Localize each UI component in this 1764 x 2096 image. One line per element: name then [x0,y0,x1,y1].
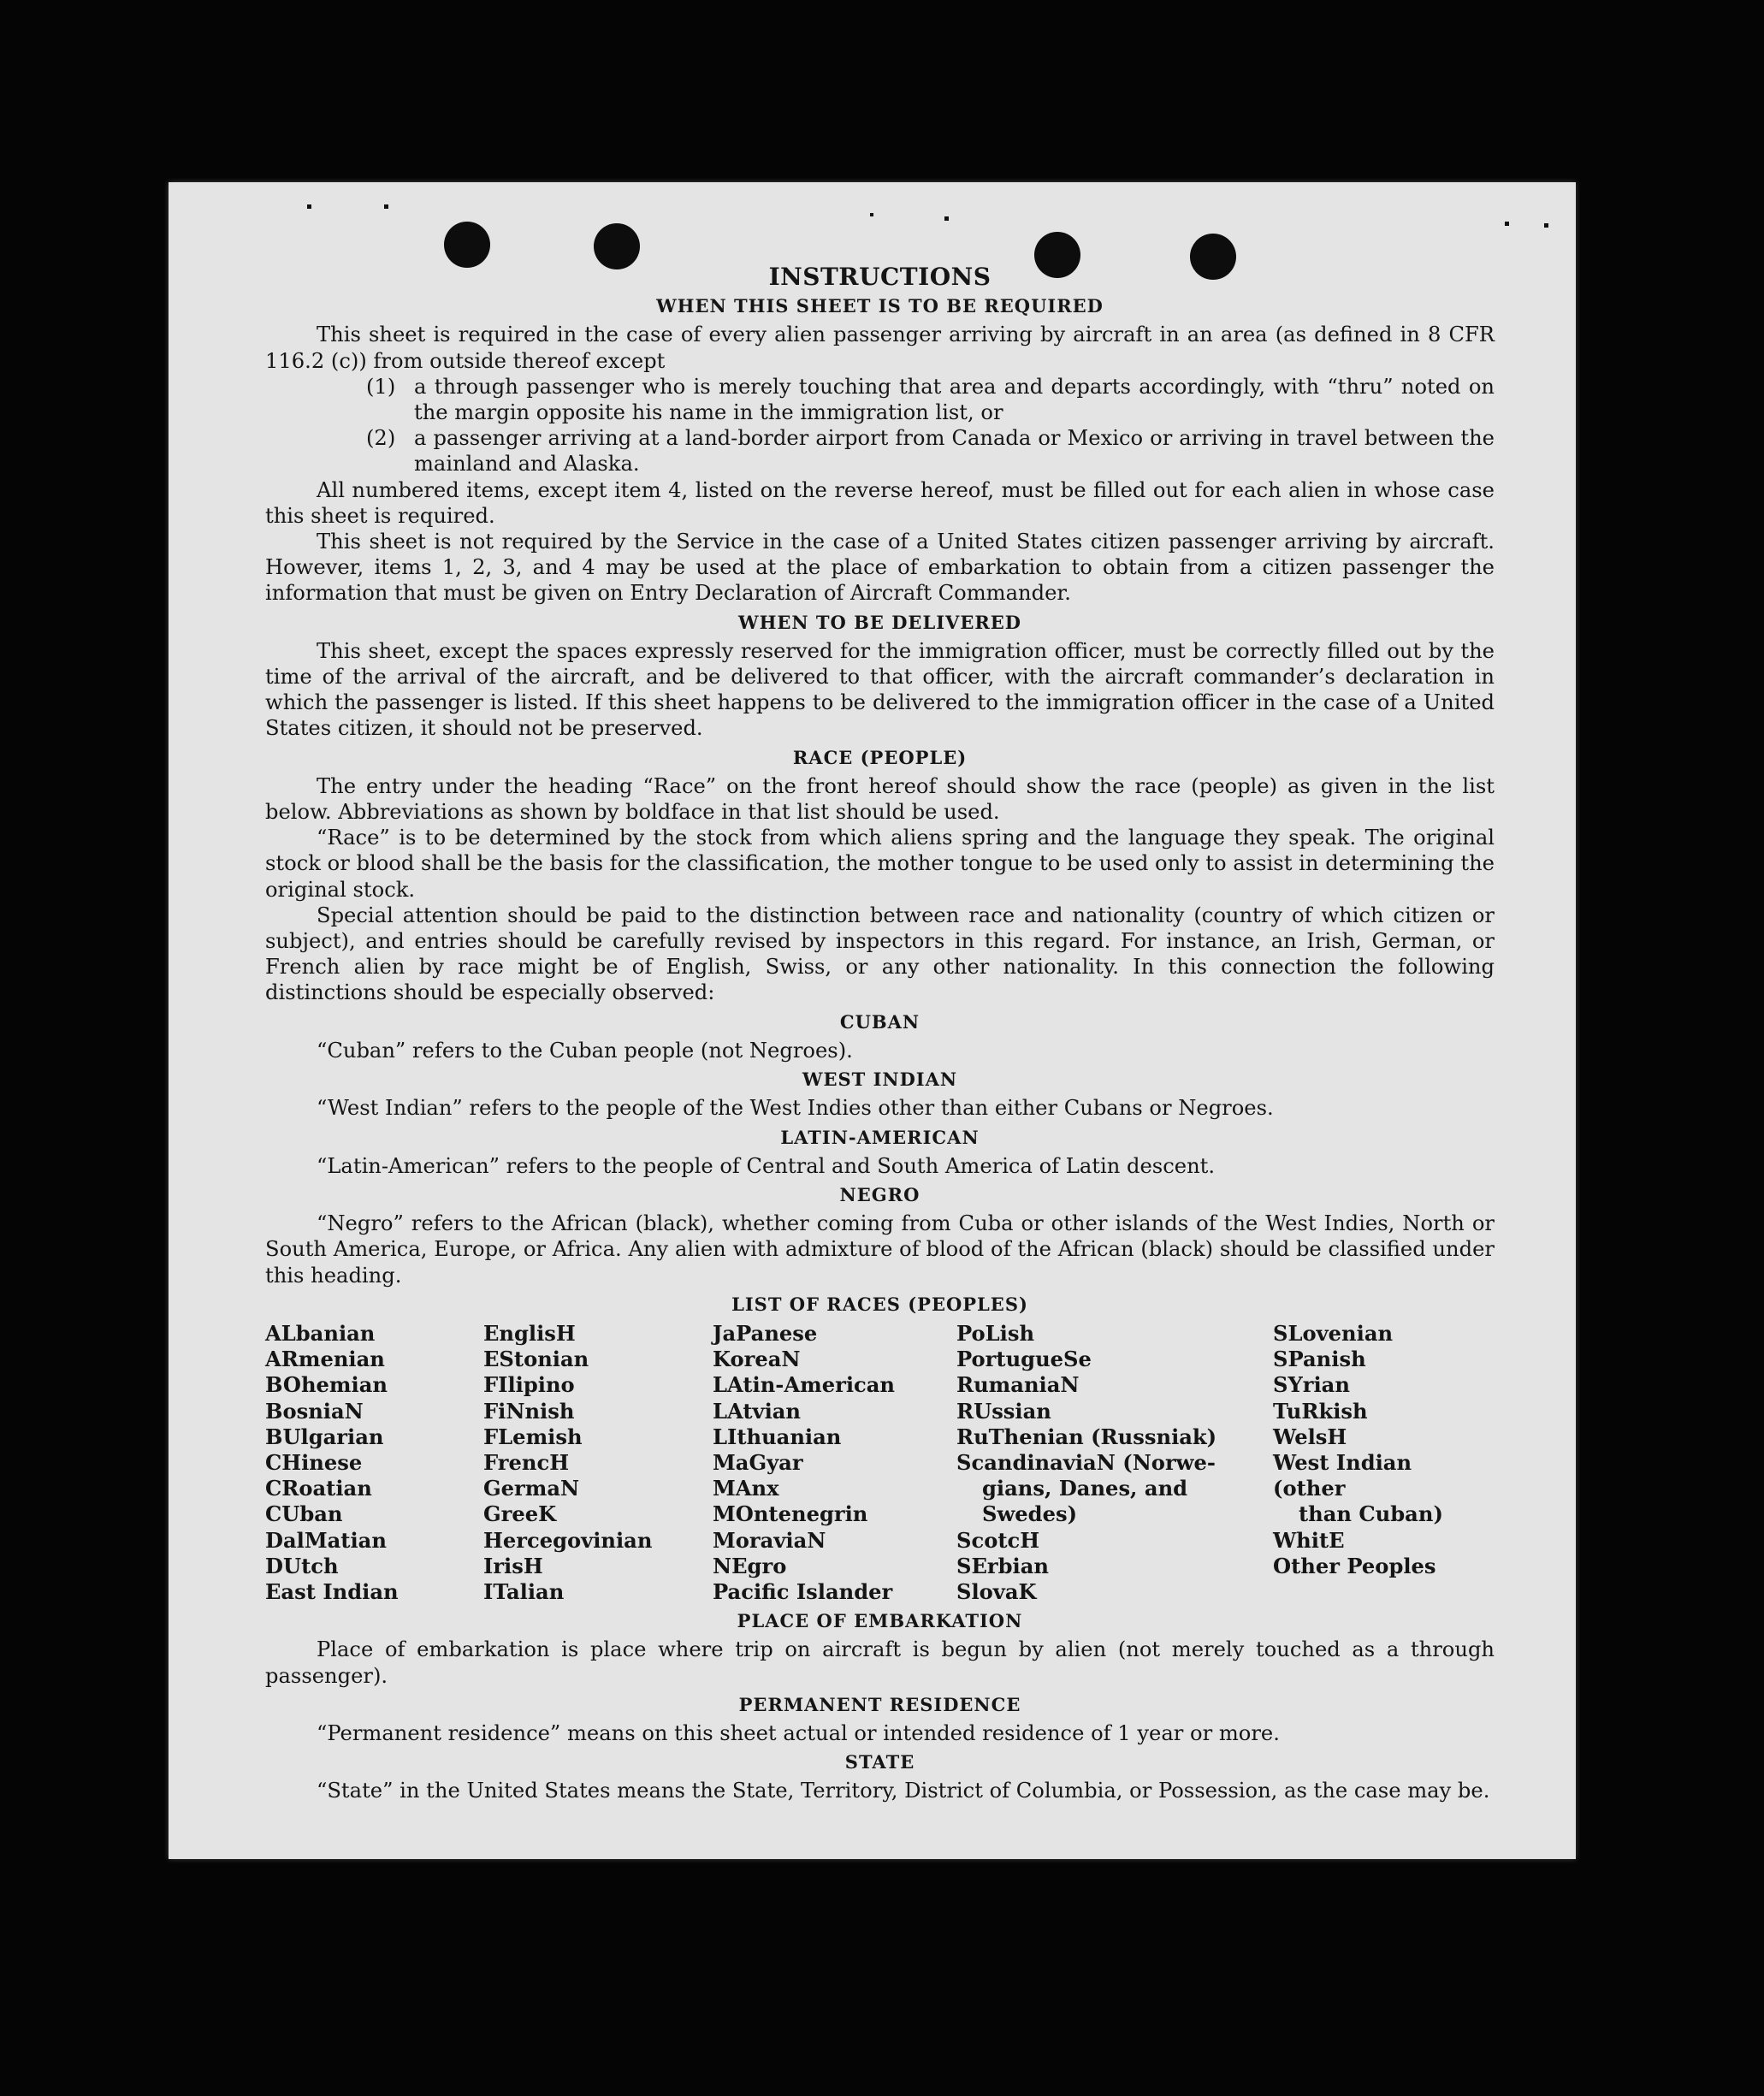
race-entry: ITalian [483,1578,565,1604]
paper-speck [307,204,311,209]
races-column [1273,1321,1487,1605]
race-entry: MoraviaN [713,1527,826,1553]
races-column [265,1321,483,1605]
paragraph: Place of embarkation is place where trip on aircraft is begun by alien (not merely touched as a through passenger). [265,1637,1495,1688]
paragraph: The entry under the heading “Race” on the front hereof should show the race (people) as given in the list below. Abbreviations as shown by boldface in that list should be used. [265,773,1495,825]
race-entry: CUban [265,1501,343,1527]
section-heading-residence: PERMANENT RESIDENCE [738,1693,1021,1715]
race-entry: BosniaN [265,1398,364,1424]
race-entry: FiNnish [483,1398,575,1424]
race-entry: LIthuanian [713,1424,842,1449]
race-entry: West Indian (other [1273,1449,1412,1501]
race-entry: IrisH [483,1553,543,1578]
list-item [366,374,1495,425]
races-list [265,1321,1495,1605]
race-entry: MaGyar [713,1449,803,1475]
race-entry: SPanish [1273,1347,1366,1372]
race-entry: BOhemian [265,1372,388,1398]
instructions-text [265,264,1495,1804]
section-heading-cuban: CUBAN [839,1010,920,1033]
race-entry: FLemish [483,1424,583,1449]
race-entry: TuRkish [1273,1398,1368,1424]
paper-speck [384,204,388,209]
race-entry: RuThenian (Russniak) [956,1424,1217,1449]
race-entry: GreeK [483,1501,557,1527]
race-entry: RUssian [956,1398,1051,1424]
race-entry: SYrian [1273,1372,1350,1398]
race-entry: SlovaK [956,1578,1037,1604]
paragraph: “Permanent residence” means on this sheet actual or intended residence of 1 year or more. [317,1720,1280,1745]
paragraph: All numbered items, except item 4, listed on the reverse hereof, must be filled out for each alien in whose case this sheet is required. [265,477,1495,528]
race-entry: FrencH [483,1449,570,1475]
race-entry: ALbanian [265,1320,376,1346]
paragraph: This sheet is required in the case of every alien passenger arriving by aircraft in an area (as defined in 8 CFR 116.2 (c)) from outside thereof except [265,323,1495,373]
section-heading-state: STATE [844,1751,915,1773]
race-entry: MOntenegrin [713,1501,868,1527]
race-entry: MAnx [713,1476,779,1501]
race-entry: than Cuban) [1299,1501,1443,1527]
section-heading-delivered: WHEN TO BE DELIVERED [737,611,1021,633]
paragraph: “State” in the United States means the State, Territory, District of Columbia, or Possession, as the case may be. [317,1779,1490,1803]
section-heading-negro: NEGRO [839,1183,920,1205]
paragraph: “Cuban” refers to the Cuban people (not Negroes). [317,1038,853,1063]
race-entry: JaPanese [713,1320,818,1346]
paper-speck [1544,223,1548,228]
race-entry: BUlgarian [265,1424,384,1449]
race-entry: ARmenian [265,1347,385,1372]
race-entry: Other Peoples [1273,1553,1436,1578]
race-entry: WhitE [1273,1527,1345,1553]
paragraph: “West Indian” refers to the people of the West Indies other than either Cubans or Negroes. [317,1096,1274,1121]
paper-speck [944,216,949,221]
race-entry: East Indian [265,1578,399,1604]
race-entry: NEgro [713,1553,787,1578]
paragraph: This sheet is not required by the Service in the case of a United States citizen passenger arriving by aircraft. However, items 1, 2, 3, and 4 may be used at the place of embarkation to obtain from a citizen passenger the information that must be given on Entry Declaration of Aircraft Commander. [265,530,1495,606]
race-entry: EStonian [483,1347,589,1372]
paragraph: “Race” is to be determined by the stock from which aliens spring and the language they speak. The original stock or blood shall be the basis for the classification, the mother tongue to be used only to assist in determining the original stock. [265,826,1495,902]
race-entry: GermaN [483,1476,580,1501]
section-heading-west-indian: WEST INDIAN [802,1069,958,1091]
race-entry: Swedes) [982,1501,1078,1527]
paragraph: “Negro” refers to the African (black), whether coming from Cuba or other islands of the West Indies, North or South America, Europe, or Africa. Any alien with admixture of blood of the African (black) should be classified under this heading. [265,1211,1495,1288]
race-entry: Hercegovinian [483,1527,653,1553]
section-heading-race: RACE (PEOPLE) [792,746,968,768]
paper-speck [1505,222,1509,226]
item-text: a passenger arriving at a land-border airport from Canada or Mexico or arriving in travel between the mainland and Alaska. [414,426,1495,477]
race-entry: SLovenian [1273,1320,1394,1346]
list-item [366,425,1495,477]
race-entry: WelsH [1273,1424,1347,1449]
paragraph: This sheet, except the spaces expressly reserved for the immigration officer, must be correctly filled out by the time of the arrival of the aircraft, and be delivered to that officer, with the aircraft commander’s declaration in which the passenger is listed. If this sheet happens to be delivered to the immigration officer in the case of a United States citizen, it should not be preserved. [265,638,1495,741]
section-heading-required: WHEN THIS SHEET IS TO BE REQUIRED [656,295,1104,317]
document-title: INSTRUCTIONS [768,263,992,291]
race-entry: LAtvian [713,1398,802,1424]
race-entry: ScandinaviaN (Norwe- [956,1449,1216,1475]
item-number: (2) [366,426,396,451]
race-entry: Pacific Islander [713,1578,893,1604]
races-column [483,1321,713,1605]
race-entry: PortugueSe [956,1347,1092,1372]
section-heading-races-list: LIST OF RACES (PEOPLES) [731,1293,1028,1315]
race-entry: SErbian [956,1553,1050,1578]
item-number: (1) [366,374,396,399]
punch-hole [594,223,640,269]
races-column [956,1321,1273,1605]
section-heading-embarkation: PLACE OF EMBARKATION [737,1610,1023,1632]
race-entry: ScotcH [956,1527,1040,1553]
item-text: a through passenger who is merely touching that area and departs accordingly, with “thru” noted on the margin opposite his name in the immigration list, or [414,374,1495,425]
punch-hole [444,222,490,268]
paper-speck [870,213,873,216]
race-entry: KoreaN [713,1347,801,1372]
race-entry: DUtch [265,1553,339,1578]
races-column [713,1321,956,1605]
race-entry: LAtin-American [713,1372,895,1398]
paragraph: Special attention should be paid to the distinction between race and nationality (country of which citizen or subject), and entries should be carefully revised by inspectors in this regard. For instance, an Irish, German, or French alien by race might be of English, Swiss, or any other nationality. In this connection the following distinctions should be especially observed: [265,903,1495,1005]
race-entry: PoLish [956,1320,1035,1346]
race-entry: FIlipino [483,1372,575,1398]
race-entry: gians, Danes, and [982,1476,1188,1501]
section-heading-latin-american: LATIN-AMERICAN [780,1126,980,1148]
race-entry: CHinese [265,1449,363,1475]
race-entry: CRoatian [265,1476,372,1501]
document-sheet [169,182,1576,1859]
race-entry: RumaniaN [956,1372,1080,1398]
race-entry: EnglisH [483,1320,576,1346]
paragraph: “Latin-American” refers to the people of Central and South America of Latin descent. [317,1153,1216,1178]
race-entry: DalMatian [265,1527,387,1553]
